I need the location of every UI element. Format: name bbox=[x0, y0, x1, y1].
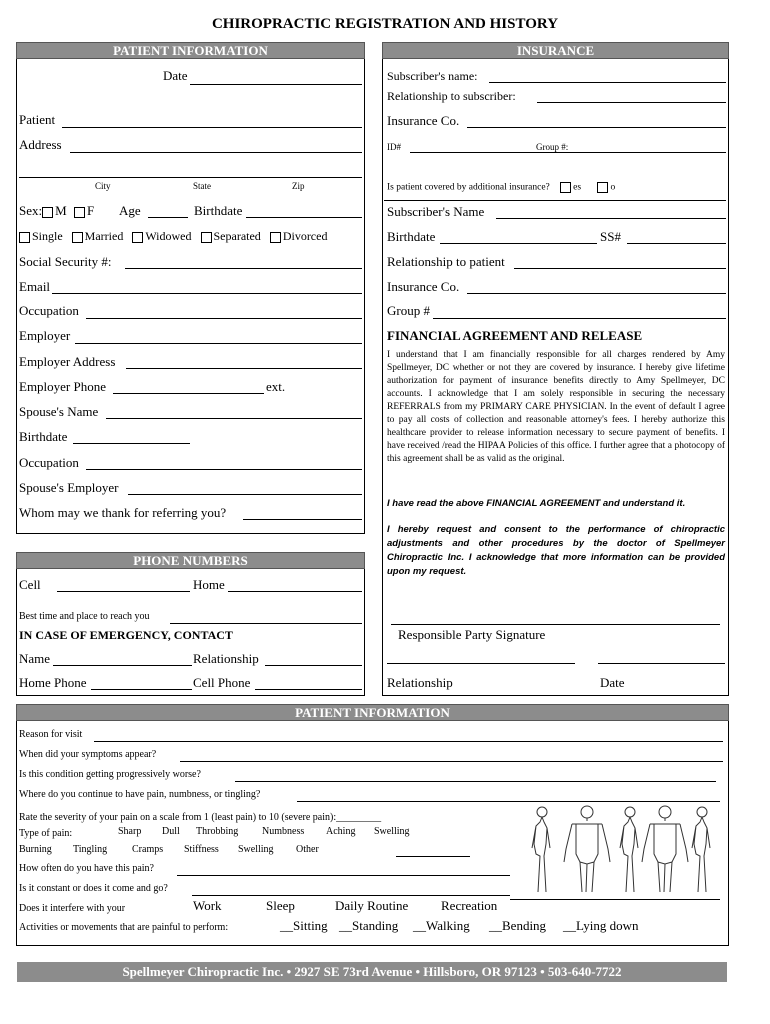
interfere-daily-routine[interactable]: Daily Routine bbox=[335, 898, 409, 913]
no-label: o bbox=[610, 182, 616, 193]
ins-ssn-label: SS# bbox=[600, 229, 621, 244]
spouse-birthdate-field[interactable] bbox=[73, 443, 190, 444]
single-checkbox[interactable] bbox=[19, 232, 30, 243]
pain-type-cramps[interactable]: Cramps bbox=[132, 844, 164, 855]
best-time-label: Best time and place to reach you bbox=[19, 611, 150, 622]
home-label: Home bbox=[193, 577, 225, 592]
additional-insurance-label: Is patient covered by additional insurance? bbox=[387, 182, 550, 193]
activity-standing[interactable]: __Standing bbox=[339, 918, 399, 933]
insurance-co-label: Insurance Co. bbox=[387, 113, 460, 128]
where-label: Where do you continue to have pain, numbness, or tingling? bbox=[19, 789, 261, 800]
employer-label: Employer bbox=[19, 328, 71, 343]
financial-paragraph: I understand that I am financially responsible for all charges rendered by Amy Spellmeyer, DC whether or not they are covered by insurance. I hereby give lifetime authorization for payment of insurance benefits directly to Amy Spellmeyer, DC accounts. I acknowledge that I am solely responsible in securing the necessary REFERRALS from my PRIMARY CARE PHYSICIAN. In the event of default I agree to pay all costs of collection and reasonable attorney's fees. I hereby authorize this healthcare provider to release information necessary to secure payment of benefits. I have received /read the HIPAA Policies of this office. I further agree that a photocopy of this agreement shall be as valid as the original. bbox=[387, 350, 725, 464]
activities-label: Activities or movements that are painful to perform: bbox=[19, 922, 229, 933]
referral-field[interactable] bbox=[243, 519, 362, 520]
signature-field[interactable] bbox=[391, 624, 720, 625]
worse-field[interactable] bbox=[235, 781, 716, 782]
history-header: PATIENT INFORMATION bbox=[16, 704, 729, 721]
figure-side-1 bbox=[532, 807, 550, 892]
insurance-co-field[interactable] bbox=[467, 127, 726, 128]
pain-type-sharp[interactable]: Sharp bbox=[118, 826, 142, 837]
pain-type-throbbing[interactable]: Throbbing bbox=[196, 826, 239, 837]
no-checkbox[interactable] bbox=[597, 182, 608, 193]
how-often-label: How often do you have this pain? bbox=[19, 863, 154, 874]
fin-relationship-field[interactable] bbox=[387, 663, 575, 664]
interfere-underline bbox=[510, 899, 720, 900]
interfere-work[interactable]: Work bbox=[193, 898, 222, 913]
subscriber-name-label: Subscriber's name: bbox=[387, 69, 478, 83]
employer-phone-field[interactable] bbox=[113, 393, 264, 394]
ssn-label: Social Security #: bbox=[19, 254, 112, 269]
interfere-label: Does it interfere with your bbox=[19, 903, 126, 914]
id-label: ID# bbox=[387, 142, 401, 152]
married-label: Married bbox=[84, 229, 124, 243]
page-title: CHIROPRACTIC REGISTRATION AND HISTORY bbox=[211, 16, 559, 32]
interfere-recreation[interactable]: Recreation bbox=[441, 898, 498, 913]
additional-insurance-underline bbox=[384, 200, 726, 201]
fin-date-label: Date bbox=[600, 675, 625, 690]
divorced-checkbox[interactable] bbox=[270, 232, 281, 243]
constant-label: Is it constant or does it come and go? bbox=[19, 883, 168, 894]
ins-ssn-field[interactable] bbox=[627, 243, 726, 244]
symptoms-field[interactable] bbox=[180, 761, 723, 762]
signature-label: Responsible Party Signature bbox=[398, 627, 546, 642]
emergency-heading: IN CASE OF EMERGENCY, CONTACT bbox=[19, 628, 233, 642]
patient-label: Patient bbox=[19, 112, 56, 127]
rate-label: Rate the severity of your pain on a scale from 1 (least pain) to 10 (severe pain):_________ bbox=[19, 812, 382, 823]
ssn-field[interactable] bbox=[125, 268, 362, 269]
how-often-field[interactable] bbox=[177, 875, 510, 876]
home-field[interactable] bbox=[228, 591, 362, 592]
email-field[interactable] bbox=[52, 293, 362, 294]
emergency-cell-phone-label: Cell Phone bbox=[193, 675, 251, 690]
pain-type-dull[interactable]: Dull bbox=[162, 826, 180, 837]
pain-type-swelling-2[interactable]: Swelling bbox=[238, 844, 274, 855]
employer-address-label: Employer Address bbox=[19, 354, 116, 369]
married-checkbox[interactable] bbox=[72, 232, 83, 243]
marital-row bbox=[19, 229, 327, 244]
id-field[interactable] bbox=[410, 152, 726, 153]
yes-label: es bbox=[573, 182, 582, 193]
footer-bar: Spellmeyer Chiropractic Inc. • 2927 SE 73rd Avenue • Hillsboro, OR 97123 • 503-640-7722 bbox=[17, 962, 727, 982]
phone-header: PHONE NUMBERS bbox=[16, 552, 365, 569]
yes-checkbox[interactable] bbox=[560, 182, 571, 193]
group-label: Group #: bbox=[536, 142, 569, 152]
activity-lying-down[interactable]: __Lying down bbox=[563, 918, 639, 933]
emergency-cell-phone-field[interactable] bbox=[255, 689, 362, 690]
emergency-name-field[interactable] bbox=[53, 665, 192, 666]
relationship-patient-field[interactable] bbox=[514, 268, 726, 269]
address-label: Address bbox=[19, 137, 62, 152]
pain-type-other-field[interactable] bbox=[396, 856, 470, 857]
figure-side-3 bbox=[692, 807, 710, 892]
type-label: Type of pain: bbox=[19, 828, 73, 839]
address-field-2[interactable] bbox=[19, 177, 362, 178]
sex-female-label: F bbox=[86, 203, 95, 218]
consent-statement: I hereby request and consent to the performance of chiropractic adjustments and other procedures by the doctor of Spellmeyer Chiropractic Inc. I acknowledge that more information can be provided upon my request. bbox=[387, 524, 725, 577]
pain-type-swelling[interactable]: Swelling bbox=[374, 826, 410, 837]
cell-label: Cell bbox=[19, 577, 41, 592]
body-diagram[interactable] bbox=[520, 804, 720, 896]
emergency-name-label: Name bbox=[19, 651, 51, 666]
divorced-label: Divorced bbox=[282, 229, 328, 243]
symptoms-label: When did your symptoms appear? bbox=[19, 749, 157, 760]
employer-field[interactable] bbox=[75, 343, 362, 344]
spouse-occupation-label: Occupation bbox=[19, 455, 79, 470]
age-field[interactable] bbox=[148, 217, 188, 218]
patient-field[interactable] bbox=[62, 127, 362, 128]
subscriber-name2-label: Subscriber's Name bbox=[387, 204, 485, 219]
separated-checkbox[interactable] bbox=[201, 232, 212, 243]
pain-type-aching[interactable]: Aching bbox=[326, 826, 356, 837]
spouse-employer-field[interactable] bbox=[128, 494, 362, 495]
financial-heading: FINANCIAL AGREEMENT AND RELEASE bbox=[387, 328, 643, 343]
date-label: Date bbox=[163, 68, 188, 83]
sex-female-checkbox[interactable] bbox=[74, 207, 85, 218]
referral-label: Whom may we thank for referring you? bbox=[19, 505, 227, 520]
activity-bending[interactable]: __Bending bbox=[489, 918, 547, 933]
where-field[interactable] bbox=[297, 801, 720, 802]
spouse-name-field[interactable] bbox=[106, 418, 362, 419]
fin-date-field[interactable] bbox=[598, 663, 725, 664]
birthdate-field[interactable] bbox=[246, 217, 362, 218]
age-label: Age bbox=[119, 203, 141, 218]
separated-label: Separated bbox=[213, 229, 261, 243]
zip-label: Zip bbox=[292, 181, 305, 191]
figure-front bbox=[564, 806, 610, 892]
fin-relationship-label: Relationship bbox=[387, 675, 453, 690]
birthdate-label: Birthdate bbox=[194, 203, 243, 218]
city-label: City bbox=[95, 181, 111, 191]
widowed-checkbox[interactable] bbox=[132, 232, 143, 243]
employer-address-field[interactable] bbox=[126, 368, 362, 369]
ins-birthdate-label: Birthdate bbox=[387, 229, 436, 244]
relationship-patient-label: Relationship to patient bbox=[387, 254, 505, 269]
patient-info-header: PATIENT INFORMATION bbox=[16, 42, 365, 59]
best-time-field[interactable] bbox=[170, 623, 362, 624]
group2-label: Group # bbox=[387, 303, 430, 318]
emergency-relationship-field[interactable] bbox=[265, 665, 362, 666]
insurance-co2-field[interactable] bbox=[467, 293, 726, 294]
email-label: Email bbox=[19, 279, 51, 294]
have-read-statement: I have read the above FINANCIAL AGREEMENT and understand it. bbox=[387, 498, 686, 509]
pain-type-numbness[interactable]: Numbness bbox=[262, 826, 305, 837]
emergency-home-phone-label: Home Phone bbox=[19, 675, 87, 690]
pain-type-other[interactable]: Other bbox=[296, 844, 319, 855]
insurance-co2-label: Insurance Co. bbox=[387, 279, 460, 294]
occupation-field[interactable] bbox=[86, 318, 362, 319]
sex-label: Sex: bbox=[19, 203, 43, 218]
interfere-sleep[interactable]: Sleep bbox=[266, 898, 295, 913]
subscriber-name-field[interactable] bbox=[489, 82, 726, 83]
insurance-header: INSURANCE bbox=[382, 42, 729, 59]
sex-male-label: M bbox=[55, 203, 67, 218]
employer-phone-label: Employer Phone bbox=[19, 379, 107, 394]
ext-label: ext. bbox=[266, 379, 286, 394]
reason-field[interactable] bbox=[94, 741, 723, 742]
single-label: Single bbox=[32, 229, 63, 243]
figure-side-2 bbox=[620, 807, 638, 892]
spouse-employer-label: Spouse's Employer bbox=[19, 480, 119, 495]
reason-label: Reason for visit bbox=[19, 729, 83, 740]
relationship-subscriber-label: Relationship to subscriber: bbox=[387, 89, 516, 103]
address-field[interactable] bbox=[70, 152, 362, 153]
activity-walking[interactable]: __Walking bbox=[413, 918, 470, 933]
emergency-relationship-label: Relationship bbox=[193, 651, 259, 666]
date-field[interactable] bbox=[190, 84, 362, 85]
activity-sitting[interactable]: __Sitting bbox=[280, 918, 328, 933]
sex-row bbox=[19, 203, 94, 219]
occupation-label: Occupation bbox=[19, 303, 79, 318]
pain-type-burning[interactable]: Burning bbox=[19, 844, 52, 855]
widowed-label: Widowed bbox=[145, 229, 192, 243]
additional-insurance-row bbox=[387, 182, 615, 193]
spouse-occupation-field[interactable] bbox=[86, 469, 362, 470]
pain-type-stiffness[interactable]: Stiffness bbox=[184, 844, 219, 855]
group2-field[interactable] bbox=[433, 318, 726, 319]
worse-label: Is this condition getting progressively worse? bbox=[19, 769, 201, 780]
spouse-name-label: Spouse's Name bbox=[19, 404, 99, 419]
ins-birthdate-field[interactable] bbox=[440, 243, 597, 244]
state-label: State bbox=[193, 181, 211, 191]
cell-field[interactable] bbox=[57, 591, 190, 592]
sex-male-checkbox[interactable] bbox=[42, 207, 53, 218]
figure-back bbox=[642, 806, 688, 892]
emergency-home-phone-field[interactable] bbox=[91, 689, 192, 690]
subscriber-name2-field[interactable] bbox=[496, 218, 726, 219]
spouse-birthdate-label: Birthdate bbox=[19, 429, 68, 444]
pain-type-tingling[interactable]: Tingling bbox=[73, 844, 108, 855]
relationship-subscriber-field[interactable] bbox=[537, 102, 726, 103]
constant-field[interactable] bbox=[192, 895, 510, 896]
